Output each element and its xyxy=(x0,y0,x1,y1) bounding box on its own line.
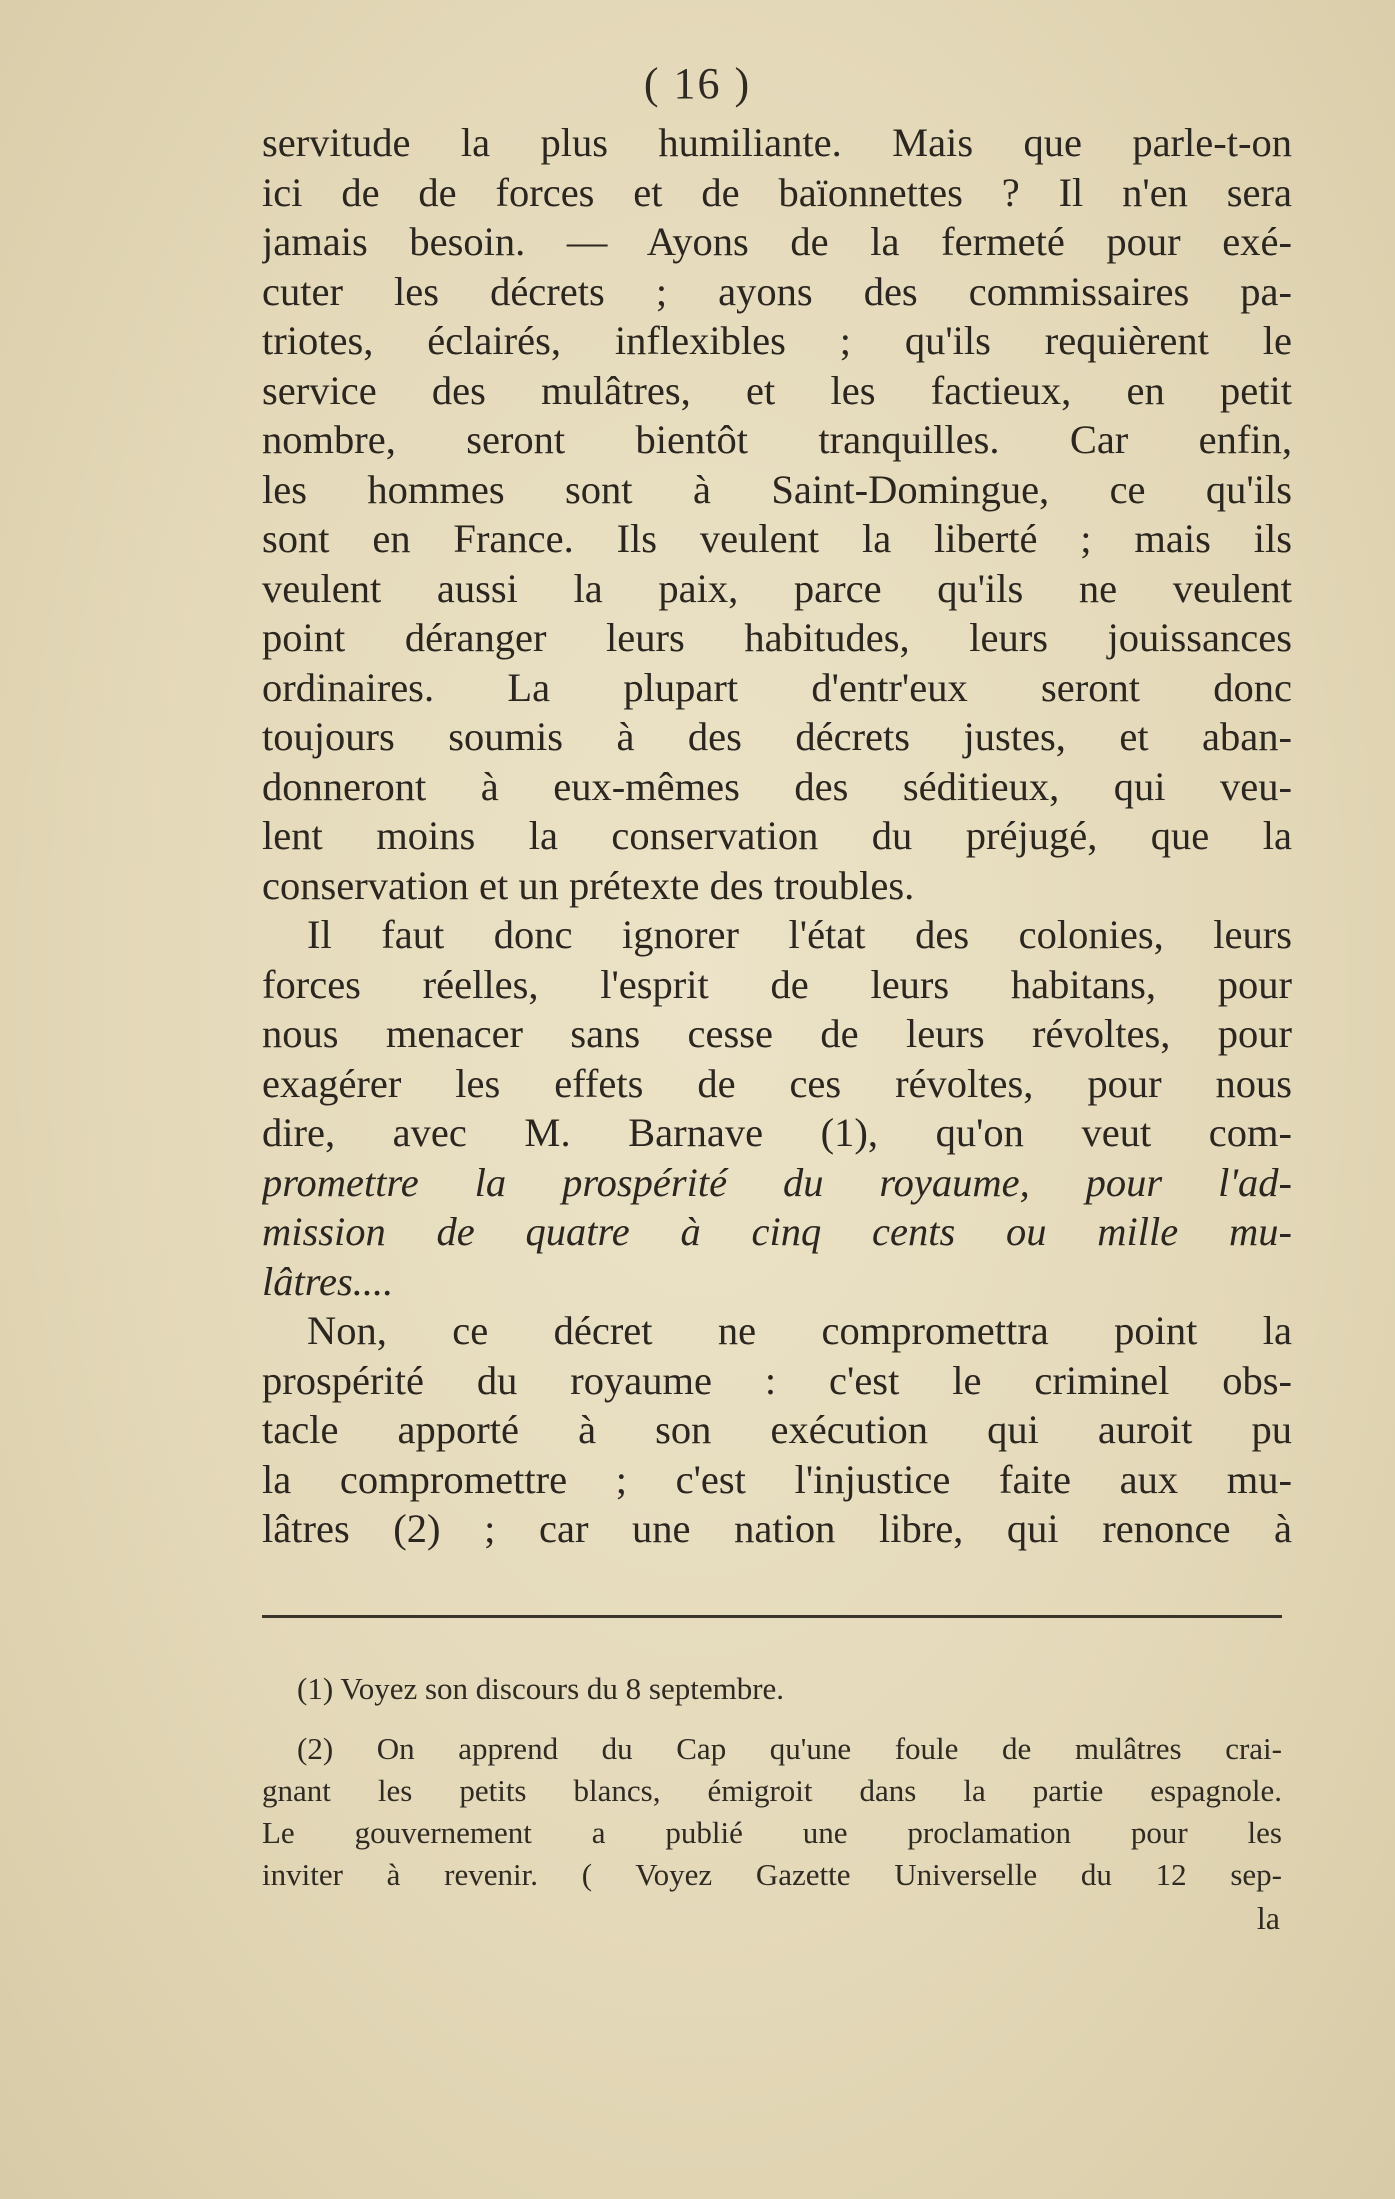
footnote-divider xyxy=(262,1615,1282,1618)
footnote-1: (1) Voyez son discours du 8 septembre. xyxy=(297,1671,785,1706)
catchword: la xyxy=(1256,1900,1280,1936)
body-line: donneront à eux-mêmes des séditieux, qui veu- xyxy=(262,763,1292,809)
footnote-2-line: inviter à revenir. ( Voyez Gazette Universelle du 12 sep- xyxy=(262,1857,1282,1892)
body-line: point déranger leurs habitudes, leurs jouissances xyxy=(262,615,1292,660)
body-line: mission de quatre à cinq cents ou mille mu- xyxy=(262,1209,1292,1254)
body-line: les hommes sont à Saint-Domingue, ce qu'ils xyxy=(262,466,1292,512)
page-number: ( 16 ) xyxy=(643,59,752,108)
body-line: lent moins la conservation du préjugé, que la xyxy=(262,813,1292,858)
body-line: jamais besoin. — Ayons de la fermeté pour exé- xyxy=(262,219,1292,264)
body-line: sont en France. Ils veulent la liberté ; mais ils xyxy=(262,516,1292,561)
body-line: ordinaires. La plupart d'entr'eux seront donc xyxy=(262,664,1292,710)
body-line: forces réelles, l'esprit de leurs habitans, pour xyxy=(262,961,1292,1007)
body-line: la compromettre ; c'est l'injustice faite aux mu- xyxy=(262,1456,1292,1502)
body-line: ici de de forces et de baïonnettes ? Il n'en sera xyxy=(262,169,1292,215)
body-text xyxy=(262,118,1292,1554)
body-line: Il faut donc ignorer l'état des colonies, leurs xyxy=(307,912,1292,957)
body-line: service des mulâtres, et les factieux, en petit xyxy=(262,367,1292,413)
body-line: conservation et un prétexte des troubles. xyxy=(262,862,915,908)
body-line: tacle apporté à son exécution qui auroit pu xyxy=(262,1407,1292,1452)
body-line: toujours soumis à des décrets justes, et aban- xyxy=(262,714,1292,759)
body-line: promettre la prospérité du royaume, pour l'ad- xyxy=(262,1159,1292,1205)
footnote-2-line: Le gouvernement a publié une proclamation pour les xyxy=(262,1815,1282,1850)
body-line: prospérité du royaume : c'est le criminel obs- xyxy=(262,1357,1292,1403)
body-line: dire, avec M. Barnave (1), qu'on veut com- xyxy=(262,1110,1292,1155)
body-line: cuter les décrets ; ayons des commissaires pa- xyxy=(262,268,1292,314)
body-line: Non, ce décret ne compromettra point la xyxy=(307,1308,1292,1353)
body-line: servitude la plus humiliante. Mais que parle-t-on xyxy=(262,120,1292,165)
body-line: exagérer les effets de ces révoltes, pour nous xyxy=(262,1060,1292,1106)
body-line: nombre, seront bientôt tranquilles. Car enfin, xyxy=(262,417,1292,462)
footnote-2-line: gnant les petits blancs, émigroit dans la partie espagnole. xyxy=(262,1773,1282,1808)
footnotes xyxy=(262,1668,1282,1896)
body-line: veulent aussi la paix, parce qu'ils ne veulent xyxy=(262,565,1292,611)
footnote-2-line: (2) On apprend du Cap qu'une foule de mulâtres crai- xyxy=(297,1731,1282,1766)
body-line: lâtres.... xyxy=(262,1258,394,1304)
body-line: nous menacer sans cesse de leurs révoltes, pour xyxy=(262,1011,1292,1056)
body-line: lâtres (2) ; car une nation libre, qui renonce à xyxy=(262,1506,1292,1551)
body-line: triotes, éclairés, inflexibles ; qu'ils requièrent le xyxy=(262,318,1292,363)
